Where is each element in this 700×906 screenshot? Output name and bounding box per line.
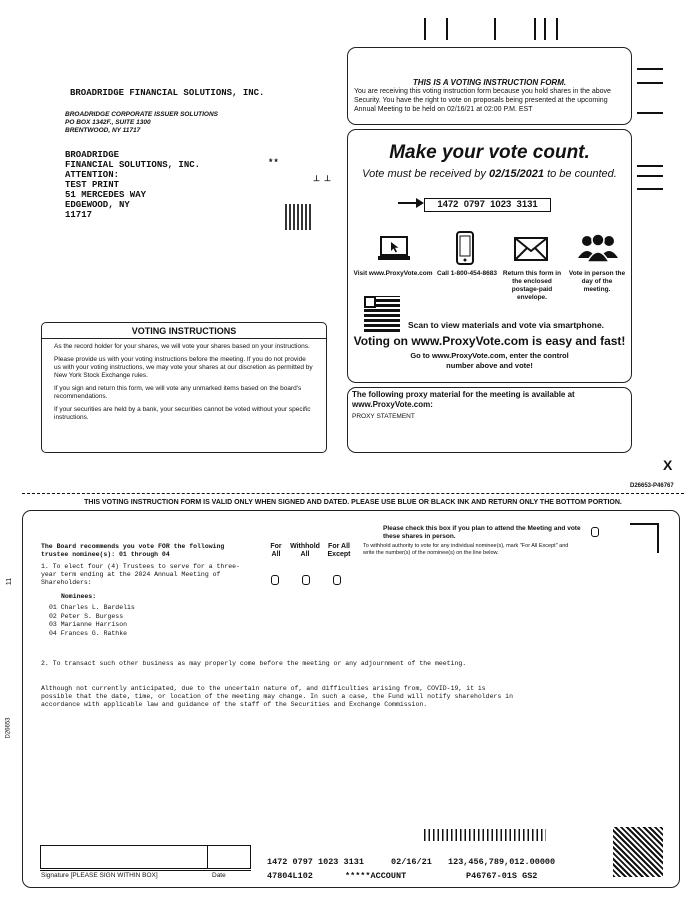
phone-icon	[456, 231, 474, 265]
qr-corner	[364, 296, 376, 308]
vote-deadline: Vote must be received by 02/15/2021 to be counted.	[362, 168, 617, 180]
footer-cusip: 47804L102	[267, 871, 313, 881]
proxy-material-item: PROXY STATEMENT	[352, 413, 415, 420]
corner-mark	[630, 523, 659, 553]
signature-box[interactable]	[40, 845, 208, 869]
envelope-icon	[514, 237, 548, 261]
vote-box	[347, 129, 632, 383]
footer-account: *****ACCOUNT	[345, 871, 407, 881]
arrow-icon	[398, 202, 418, 204]
sender-address: BROADRIDGE CORPORATE ISSUER SOLUTIONS PO BOX 1342F., SUITE 1300 BRENTWOOD, NY 11717	[65, 111, 219, 134]
covid-note: Although not currently anticipated, due to the uncertain nature of, and difficulties arising from, COVID-19, it is possible that the date, time, or location of the meeting may change. In such a case, the Fund will notify shareholders in accordance with applicable law and guidance of the staff of the Securities and Exchange Commission.	[41, 685, 513, 708]
scan-text: Scan to view materials and vote via smartphone.	[408, 320, 605, 330]
for-all-checkbox[interactable]	[271, 575, 279, 585]
recipient-stars: **	[268, 158, 279, 168]
mail-marks: ⊥⊥	[313, 174, 335, 183]
instruction-paragraph: Please provide us with your voting instructions before the meeting. If you do not provide us with your voting instructions, we may vote your shares at our discretion as permitted by New York Stock Exchange rules.	[54, 356, 313, 379]
nominees-label: Nominees:	[61, 593, 97, 600]
instruction-paragraph: If you sign and return this form, we will vote any unmarked items based on the board's recommendations.	[54, 385, 302, 400]
proxy-material-box	[347, 387, 632, 453]
notice-title: THIS IS A VOTING INSTRUCTION FORM.	[412, 78, 567, 87]
item-1: 1. To elect four (4) Trustees to serve for a three-year term ending at the 2024 Annual Meeting of Shareholders:	[41, 563, 240, 586]
recipient-line: ATTENTION:	[65, 170, 120, 180]
recipient-line: 51 MERCEDES WAY	[65, 190, 147, 200]
cut-line	[22, 493, 684, 494]
computer-icon	[378, 234, 410, 264]
method-phone: Call 1-800-454-8683	[437, 270, 497, 277]
voting-instructions-box	[41, 322, 327, 453]
date-box[interactable]	[208, 845, 251, 869]
withhold-all-checkbox[interactable]	[302, 575, 310, 585]
recipient-address	[65, 150, 200, 220]
footer-date: 02/16/21	[391, 857, 432, 867]
detach-x-mark: X	[663, 457, 673, 473]
notice-body: You are receiving this voting instruction form because you hold shares in the above Security. You have the right to vote on proposals being presented at the upcoming Annual Meeting to be held on 02/16/21 at 02:00 P.M. EST	[354, 88, 611, 113]
col-for-all: For All	[270, 543, 282, 558]
control-number: 1472 0797 1023 3131	[424, 198, 551, 212]
nominee: 01 Charles L. Bardelis	[49, 604, 135, 611]
recipient-line: 11717	[65, 210, 93, 220]
instruction-paragraph: If your securities are held by a bank, your securities cannot be voted without your specific instructions.	[54, 406, 311, 421]
side-code: D26653	[5, 717, 12, 739]
datamatrix-code-bottom	[613, 827, 663, 877]
recipient-line: EDGEWOOD, NY	[65, 200, 130, 210]
col-withhold-all: Withhold All	[290, 543, 320, 558]
method-in-person: Vote in person the day of the meeting.	[568, 270, 626, 293]
nominee: 02 Peter S. Burgess	[49, 612, 124, 620]
recipient-line: TEST PRINT	[65, 180, 120, 190]
proxy-material-title: The following proxy material for the meeting is available at www.ProxyVote.com:	[352, 390, 575, 409]
postal-barcode	[424, 829, 546, 841]
goto-text: Go to www.ProxyVote.com, enter the control number above and vote!	[410, 351, 569, 370]
item-2: 2. To transact such other business as may properly come before the meeting or any adjournment of the meeting.	[41, 660, 467, 667]
col-for-all-except: For All Except	[327, 543, 351, 558]
side-number: 11	[6, 577, 14, 586]
easy-text: Voting on www.ProxyVote.com is easy and fast!	[353, 334, 626, 348]
board-recommendation: The Board recommends you vote FOR the following trustee nominee(s): 01 through 04	[41, 543, 225, 558]
nominee-list	[49, 604, 135, 638]
sender-company: BROADRIDGE FINANCIAL SOLUTIONS, INC.	[70, 88, 265, 98]
method-mail: Return this form in the enclosed postage-paid envelope.	[502, 270, 562, 301]
form-code: D26653-P46767	[630, 483, 674, 489]
people-icon	[578, 232, 618, 262]
vote-headline: Make your vote count.	[389, 142, 590, 163]
withhold-note: To withhold authority to vote for any individual nominee(s), mark "For All Except" and write the number(s) of the nominee(s) on the line below.	[363, 543, 569, 556]
voting-instructions-body	[42, 339, 326, 422]
for-all-except-checkbox[interactable]	[333, 575, 341, 585]
ballot-box	[22, 510, 680, 888]
attend-checkbox[interactable]	[591, 527, 599, 537]
voting-instructions-title: VOTING INSTRUCTIONS	[42, 323, 326, 339]
cut-banner: THIS VOTING INSTRUCTION FORM IS VALID ONLY WHEN SIGNED AND DATED. PLEASE USE BLUE OR BLACK INK AND RETURN ONLY THE BOTTOM PORTION.	[84, 499, 622, 506]
attend-text: Please check this box if you plan to attend the Meeting and vote these shares in person.	[383, 525, 581, 540]
date-label: Date	[212, 872, 226, 879]
instruction-paragraph: As the record holder for your shares, we will vote your shares based on your instructions.	[54, 343, 310, 350]
nominee: 03 Marianne Harrison	[49, 621, 128, 628]
footer-job: P46767-01S GS2	[466, 871, 538, 881]
nominee: 04 Frances G. Rathke	[49, 629, 128, 637]
signature-line	[40, 870, 251, 871]
notice-box	[347, 47, 632, 125]
recipient-line: BROADRIDGE	[65, 150, 120, 160]
method-web: Visit www.ProxyVote.com	[353, 270, 433, 277]
arrow-head-icon	[416, 198, 424, 208]
footer-account-number: 123,456,789,012.00000	[448, 857, 556, 867]
signature-label: Signature [PLEASE SIGN WITHIN BOX]	[41, 872, 158, 879]
recipient-line: FINANCIAL SOLUTIONS, INC.	[65, 160, 201, 170]
footer-control: 1472 0797 1023 3131	[267, 857, 364, 867]
datamatrix-code	[285, 204, 311, 230]
